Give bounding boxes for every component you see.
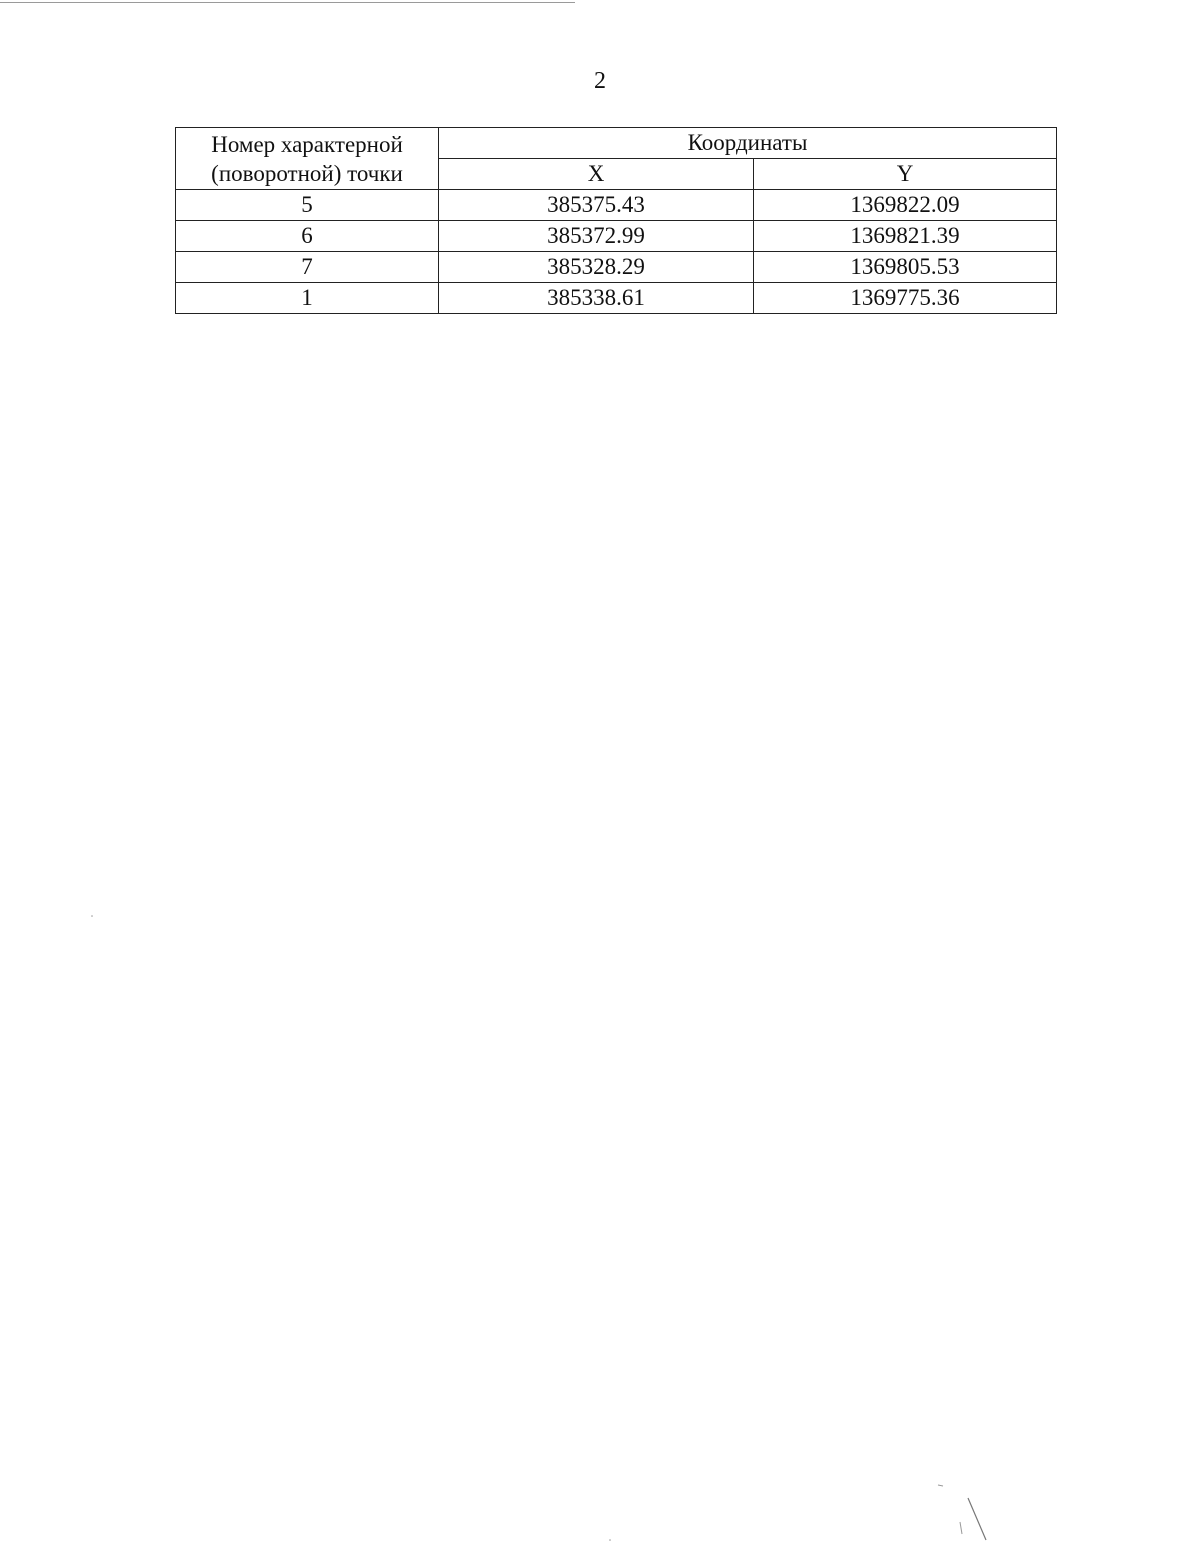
table-row	[176, 283, 1057, 314]
page-number: 2	[594, 68, 606, 94]
x-coordinate-cell: 385328.29	[439, 252, 754, 283]
point-number-cell: 5	[176, 190, 439, 221]
table-row	[176, 221, 1057, 252]
y-coordinate-cell: 1369821.39	[754, 221, 1057, 252]
stray-dot	[91, 915, 93, 917]
x-coordinate-cell: 385375.43	[439, 190, 754, 221]
x-column-header: X	[439, 159, 754, 190]
point-number-cell: 7	[176, 252, 439, 283]
y-coordinate-cell: 1369775.36	[754, 283, 1057, 314]
point-number-cell: 6	[176, 221, 439, 252]
stray-stroke	[960, 1522, 962, 1534]
point-number-cell: 1	[176, 283, 439, 314]
point-number-header: Номер характерной (поворотной) точки	[176, 128, 439, 190]
stray-dot	[609, 1539, 611, 1541]
y-column-header: Y	[754, 159, 1057, 190]
x-coordinate-cell: 385338.61	[439, 283, 754, 314]
coordinates-table	[175, 127, 1057, 314]
y-coordinate-cell: 1369805.53	[754, 252, 1057, 283]
stray-stroke	[938, 1485, 943, 1486]
table-row	[176, 252, 1057, 283]
x-coordinate-cell: 385372.99	[439, 221, 754, 252]
table-row	[176, 190, 1057, 221]
y-coordinate-cell: 1369822.09	[754, 190, 1057, 221]
coordinates-header: Координаты	[439, 128, 1057, 159]
scan-edge-line	[0, 2, 575, 3]
stray-stroke	[968, 1498, 986, 1540]
